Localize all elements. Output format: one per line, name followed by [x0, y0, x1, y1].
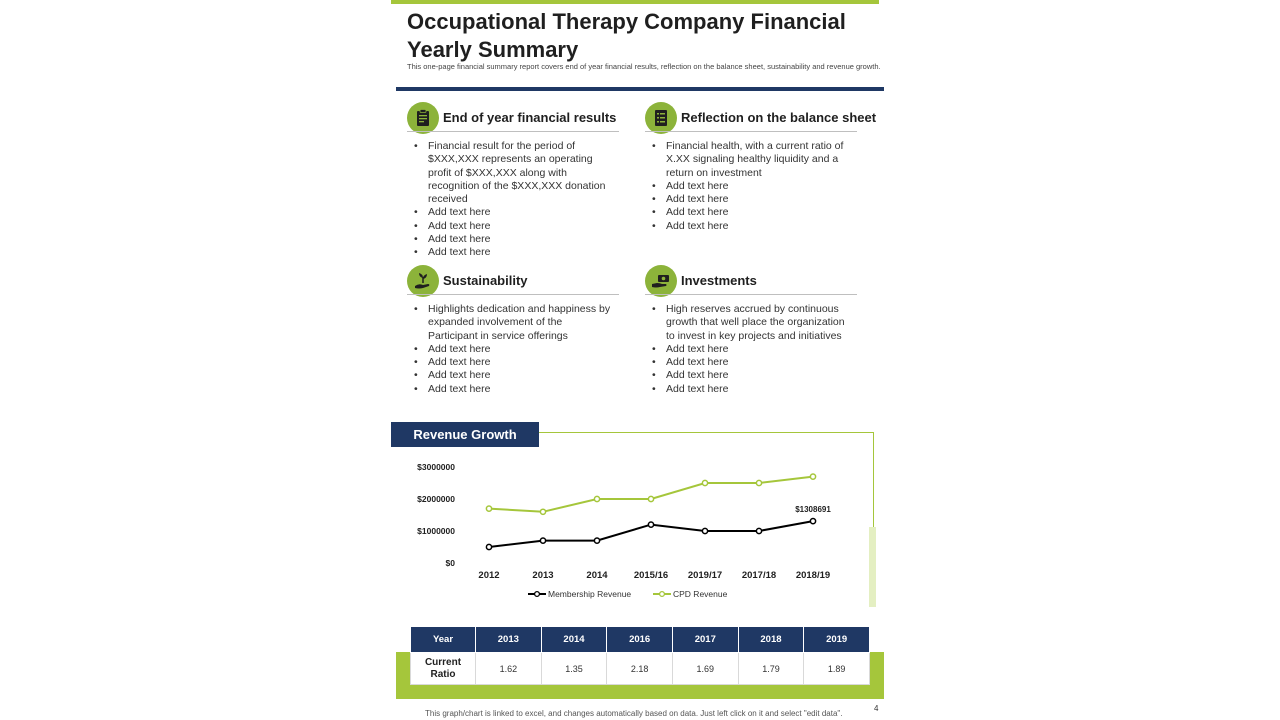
section-title: Sustainability	[443, 273, 528, 288]
list-item: • Add text here	[651, 180, 851, 193]
y-tick-label: $1000000	[417, 526, 455, 536]
table-cell: 1.69	[672, 653, 738, 685]
legend-marker	[660, 592, 665, 597]
data-point	[486, 506, 491, 511]
list-item: • Add text here	[413, 356, 613, 369]
section-title: Reflection on the balance sheet	[681, 110, 877, 125]
document-icon	[645, 102, 677, 134]
list-item: • Add text here	[651, 369, 851, 382]
list-item: • Add text here	[413, 220, 613, 233]
table-header-cell: 2017	[672, 627, 738, 653]
list-item: • Add text here	[413, 246, 613, 259]
current-ratio-table	[410, 626, 870, 685]
table-row-label	[411, 653, 476, 685]
section-list	[413, 303, 613, 396]
table-header-cell: 2019	[804, 627, 870, 653]
data-point	[486, 544, 491, 549]
data-point	[810, 474, 815, 479]
section-list	[651, 303, 851, 396]
list-item: • Financial result for the period of $XXX,XXX represents an operating profit of $XXX,XXX along with recognition of the $XXX,XXX donation received	[413, 140, 613, 206]
top-accent-bar	[391, 0, 879, 4]
list-item: • Add text here	[651, 356, 851, 369]
x-tick-label: 2018/19	[795, 570, 831, 581]
section-rule	[407, 294, 619, 295]
data-point	[540, 538, 545, 543]
list-item: • Add text here	[413, 343, 613, 356]
table-row	[411, 653, 870, 685]
y-tick-label: $2000000	[417, 494, 455, 504]
page-title: Occupational Therapy Company Financial Yearly Summary	[407, 9, 846, 62]
table-cell: 1.79	[738, 653, 804, 685]
section-list	[651, 140, 851, 233]
data-point	[540, 509, 545, 514]
data-point	[594, 538, 599, 543]
table-cell: 1.89	[804, 653, 870, 685]
data-point	[756, 528, 761, 533]
legend-marker	[535, 592, 540, 597]
page-number: 4	[874, 704, 879, 713]
list-item: • Add text here	[651, 343, 851, 356]
table-cell: 1.35	[541, 653, 607, 685]
x-tick-label: 2012	[478, 570, 500, 581]
data-point	[648, 522, 653, 527]
section-rule	[645, 294, 857, 295]
legend-label: CPD Revenue	[673, 589, 728, 599]
section-list	[413, 140, 613, 260]
data-point	[810, 519, 815, 524]
section-rule	[645, 131, 857, 132]
row-label-line: Ratio	[430, 668, 456, 680]
series-line	[489, 477, 813, 512]
table-header-cell: Year	[411, 627, 476, 653]
list-item: • Add text here	[651, 383, 851, 396]
footer-note: This graph/chart is linked to excel, and changes automatically based on data. Just left click on it and select "edit data".	[425, 709, 843, 718]
table-cell: 2.18	[607, 653, 673, 685]
list-item: • Add text here	[413, 383, 613, 396]
x-tick-label: 2017/18	[741, 570, 777, 581]
table-cell: 1.62	[476, 653, 542, 685]
table-header-cell: 2014	[541, 627, 607, 653]
section-title: Investments	[681, 273, 757, 288]
section-rule	[407, 131, 619, 132]
plant-in-hand-icon	[407, 265, 439, 297]
list-item: • Add text here	[413, 206, 613, 219]
revenue-frame-line	[539, 432, 874, 433]
money-in-hand-icon	[645, 265, 677, 297]
list-item: • Highlights dedication and happiness by expanded involvement of the Participant in service offerings	[413, 303, 613, 343]
list-item: • Add text here	[413, 369, 613, 382]
list-item: • Add text here	[651, 220, 851, 233]
table-header-cell: 2016	[607, 627, 673, 653]
x-tick-label: 2014	[586, 570, 608, 581]
data-point	[756, 480, 761, 485]
data-point	[648, 496, 653, 501]
table-header-cell: 2013	[476, 627, 542, 653]
y-tick-label: $0	[445, 558, 455, 568]
section-title: End of year financial results	[443, 110, 617, 125]
x-tick-label: 2013	[532, 570, 554, 581]
data-point	[594, 496, 599, 501]
list-item: • Add text here	[651, 193, 851, 206]
list-item: • Add text here	[413, 233, 613, 246]
list-item: • Add text here	[651, 206, 851, 219]
title-divider	[396, 87, 884, 91]
row-label-line: Current	[424, 656, 462, 668]
x-tick-label: 2019/17	[687, 570, 723, 581]
clipboard-icon	[407, 102, 439, 134]
data-label: $1308691	[795, 505, 831, 515]
revenue-frame-bar	[869, 527, 876, 607]
table-header-row	[411, 627, 870, 653]
data-point	[702, 528, 707, 533]
list-item: • High reserves accrued by continuous growth that well place the organization to invest in key projects and initiatives	[651, 303, 851, 343]
list-item: • Financial health, with a current ratio of X.XX signaling healthy liquidity and a return on investment	[651, 140, 851, 180]
revenue-line-chart[interactable]	[400, 450, 865, 610]
revenue-frame-line	[873, 432, 874, 527]
page-subtitle: This one-page financial summary report covers end of year financial results, reflection on the balance sheet, sustainability and revenue growth.	[407, 62, 881, 71]
legend-label: Membership Revenue	[548, 589, 632, 599]
data-point	[702, 480, 707, 485]
revenue-growth-header: Revenue Growth	[391, 422, 539, 447]
x-tick-label: 2015/16	[633, 570, 669, 581]
y-tick-label: $3000000	[417, 462, 455, 472]
table-header-cell: 2018	[738, 627, 804, 653]
